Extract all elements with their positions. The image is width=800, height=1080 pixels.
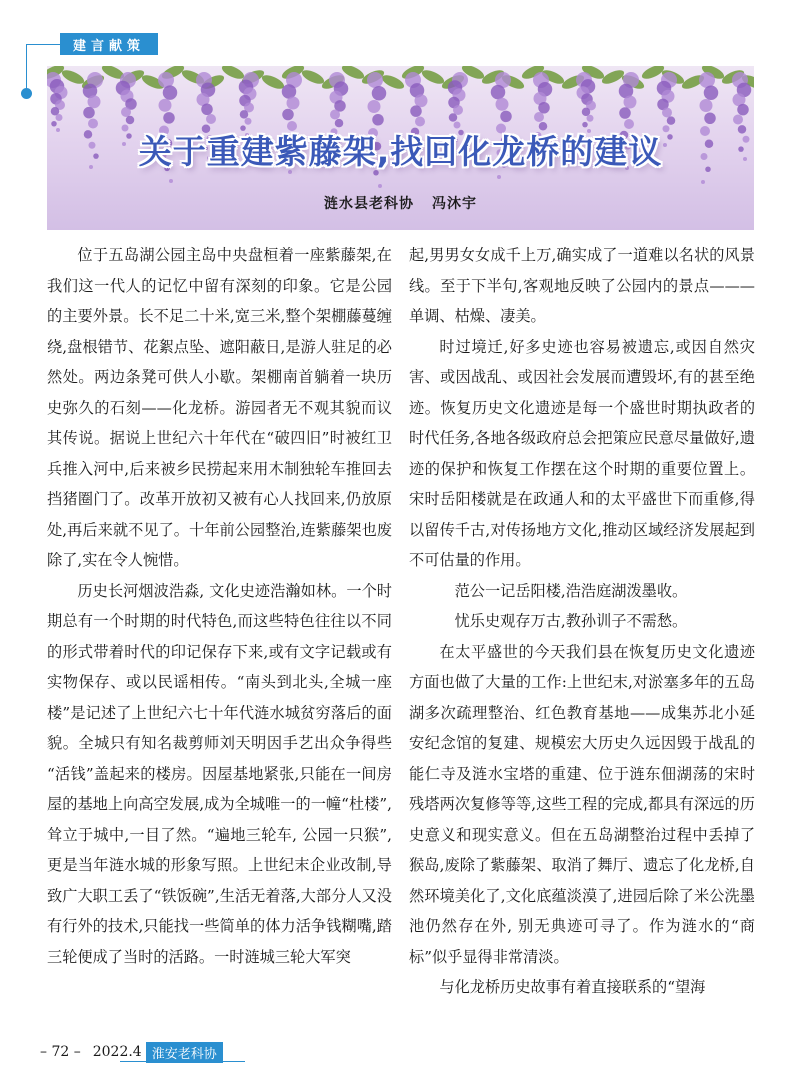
author-org: 涟水县老科协 — [324, 196, 414, 212]
wisteria-blossom — [169, 179, 173, 183]
wisteria-blossom — [287, 97, 300, 110]
tag-dot — [21, 88, 32, 99]
wisteria-blossom — [163, 112, 175, 124]
wisteria-blossom — [733, 115, 743, 125]
leaf-shape — [60, 67, 86, 86]
title-banner — [47, 66, 754, 230]
wisteria-blossom — [453, 105, 463, 115]
issue-number: 2022.4 — [92, 1044, 142, 1060]
wisteria-blossom — [619, 107, 631, 119]
wisteria-blossom — [121, 107, 131, 117]
wisteria-blossom — [330, 110, 340, 120]
leaf-shape — [420, 67, 446, 86]
tag-connector-line — [26, 44, 62, 45]
wisteria-blossom — [410, 105, 422, 117]
wisteria-blossom — [662, 108, 672, 118]
poem-line: 忧乐史观存万古,教孙训子不需愁。 — [454, 612, 688, 630]
wisteria-blossom — [367, 72, 383, 88]
wisteria-blossom — [701, 180, 705, 184]
wisteria-blossom — [582, 108, 591, 117]
wisteria-blossom — [372, 114, 384, 126]
wisteria-blossom — [83, 107, 95, 119]
wisteria-blossom — [282, 84, 297, 99]
wisteria-blossom — [201, 104, 213, 116]
wisteria-blossom — [704, 113, 716, 125]
tag-vertical-line — [26, 44, 27, 90]
paragraph: 在太平盛世的今天我们县在恢复历史文化遗迹方面也做了大量的工作:上世纪末,对淤塞多年的五岛湖多次疏理整治、红色教育基地——成集苏北小延安纪念馆的复建、规模宏大历史久远因毁于战乱的能仁寺及涟水宝塔的重建、位于涟东佃湖荡的宋时残塔两次复修等等,这些工程的完成,都具有深远的历史意义和现实意义。但在五岛湖整治过程中丢掉了猴岛,废除了紫藤架、取消了舞厅、遗忘了化龙桥,自然环境美化了,文化底蕴淡漠了,进园后除了米公洗墨池仍然存在外, 别无典迹可寻了。作为涟水的“商标”似乎显得非常清淡。 — [409, 642, 755, 966]
author-name: 冯沐宇 — [432, 196, 477, 212]
wisteria-blossom — [159, 99, 172, 112]
magazine-name: 淮安老科协 — [146, 1042, 223, 1063]
wisteria-blossom — [372, 86, 387, 101]
footer-rule — [120, 1061, 245, 1062]
wisteria-blossom — [737, 104, 749, 116]
leaf-shape — [220, 66, 246, 82]
wisteria-blossom — [700, 99, 713, 112]
leaf-shape — [300, 67, 326, 86]
poem-line: 范公一记岳阳楼,浩浩庭湖泼墨收。 — [454, 581, 688, 600]
wisteria-blossom — [449, 113, 458, 122]
wisteria-blossom — [699, 72, 715, 88]
wisteria-blossom — [245, 118, 252, 125]
paragraph: 时过境迁,好多史迹也容易被遗忘,或因自然灾害、或因战乱、或因社会发展而遭毁坏,有的甚至绝迹。恢复历史文化遗迹是每一个盛世时期执政者的时代任务,各地各级政府总会把策应民意尽量做好,遗迹的保护和恢复工作摆在这个时期的重要位置上。宋时岳阳楼就是在政通人和的太平盛世下而重修,得以留传千古,对传扬地方文化,推动区域经济发展起到不可估量的作用。 — [409, 337, 755, 569]
wisteria-blossom — [88, 95, 101, 108]
wisteria-blossom — [126, 116, 135, 125]
right-column — [409, 240, 755, 1003]
wisteria-blossom — [496, 98, 509, 111]
author-line — [47, 193, 754, 213]
wisteria-blossom — [56, 114, 63, 121]
paragraph: 与化龙桥历史故事有着直接联系的“望海 — [439, 978, 706, 996]
wisteria-blossom — [206, 114, 216, 124]
wisteria-blossom — [491, 85, 506, 100]
wisteria-blossom — [497, 175, 501, 179]
wisteria-blossom — [368, 100, 381, 113]
wisteria-blossom — [415, 117, 425, 127]
wisteria-blossom — [163, 85, 178, 100]
section-tag: 建言献策 — [60, 33, 158, 55]
wisteria-blossom — [240, 110, 249, 119]
page-number: – 72 – — [40, 1044, 81, 1060]
left-column — [47, 240, 392, 972]
wisteria-blossom — [500, 111, 512, 123]
wisteria-blossom — [538, 102, 550, 114]
wisteria-blossom — [415, 94, 428, 107]
wisteria-blossom — [534, 112, 544, 122]
article-title: 关于重建紫藤架,找回化龙桥的建议 — [138, 132, 663, 171]
paragraph: 历史长河烟波浩淼, 文化史迹浩瀚如林。一个时期总有一个时期的时代特色,而这些特色往往以不同的形式带着时代的印记保存下来,或有文字记载或有实物保存、或以民谣相传。“南头到北头,全城一座楼”是记述了上世纪六七十年代涟水城贫穷落后的面貌。全城只有知名裁剪师刘天明因手艺出众争得些 “活钱”盖起来的楼房。因屋基地紧张,只能在一间房屋的基地上向高空发展,成为全城唯一的一幢“杜楼”,耸立于城中,一目了然。“遍地三轮车, 公园一只猴”, 更是当年涟水城的形象写照。上世纪末企业改制,导致广大职工丢了“铁饭碗”,生活无着落,大部分人又没有行外的技术,只能找一些简单的体力活争钱糊嘴,踏三轮便成了当时的活路。一时涟城三轮大军突 — [47, 581, 392, 966]
wisteria-blossom — [282, 109, 294, 121]
wisteria-blossom — [667, 116, 676, 125]
wisteria-blossom — [704, 86, 719, 101]
wisteria-blossom — [624, 96, 637, 109]
wisteria-blossom — [378, 184, 382, 188]
paragraph: 位于五岛湖公园主岛中央盘桓着一座紫藤架,在我们这一代人的记忆中留有深刻的印象。它是公园的主要外景。长不足二十米,宽三米,整个架棚藤蔓缠绕,盘根错节、花絮点坠、遮阳蔽日,是游人驻足的必然处。两边条凳可供人小歇。架棚南首躺着一块历史弥久的石刻——化龙桥。游园者无不观其貌而议其传说。据说上世纪六十年代在“破四旧”时被红卫兵推入河中,后来被乡民捞起来用木制独轮车推回去挡猪圈门了。改革开放初又被有心人找回来,仍放原处,再后来就不见了。十年前公园整治,连紫藤架也废除了,实在令人惋惜。 — [47, 246, 392, 569]
paragraph: 起,男男女女成千上万,确实成了一道难以名状的风景线。至于下半句,客观地反映了公园内的景点———单调、枯燥、凄美。 — [409, 246, 755, 325]
leaf-shape — [600, 67, 626, 86]
wisteria-blossom — [587, 115, 594, 122]
